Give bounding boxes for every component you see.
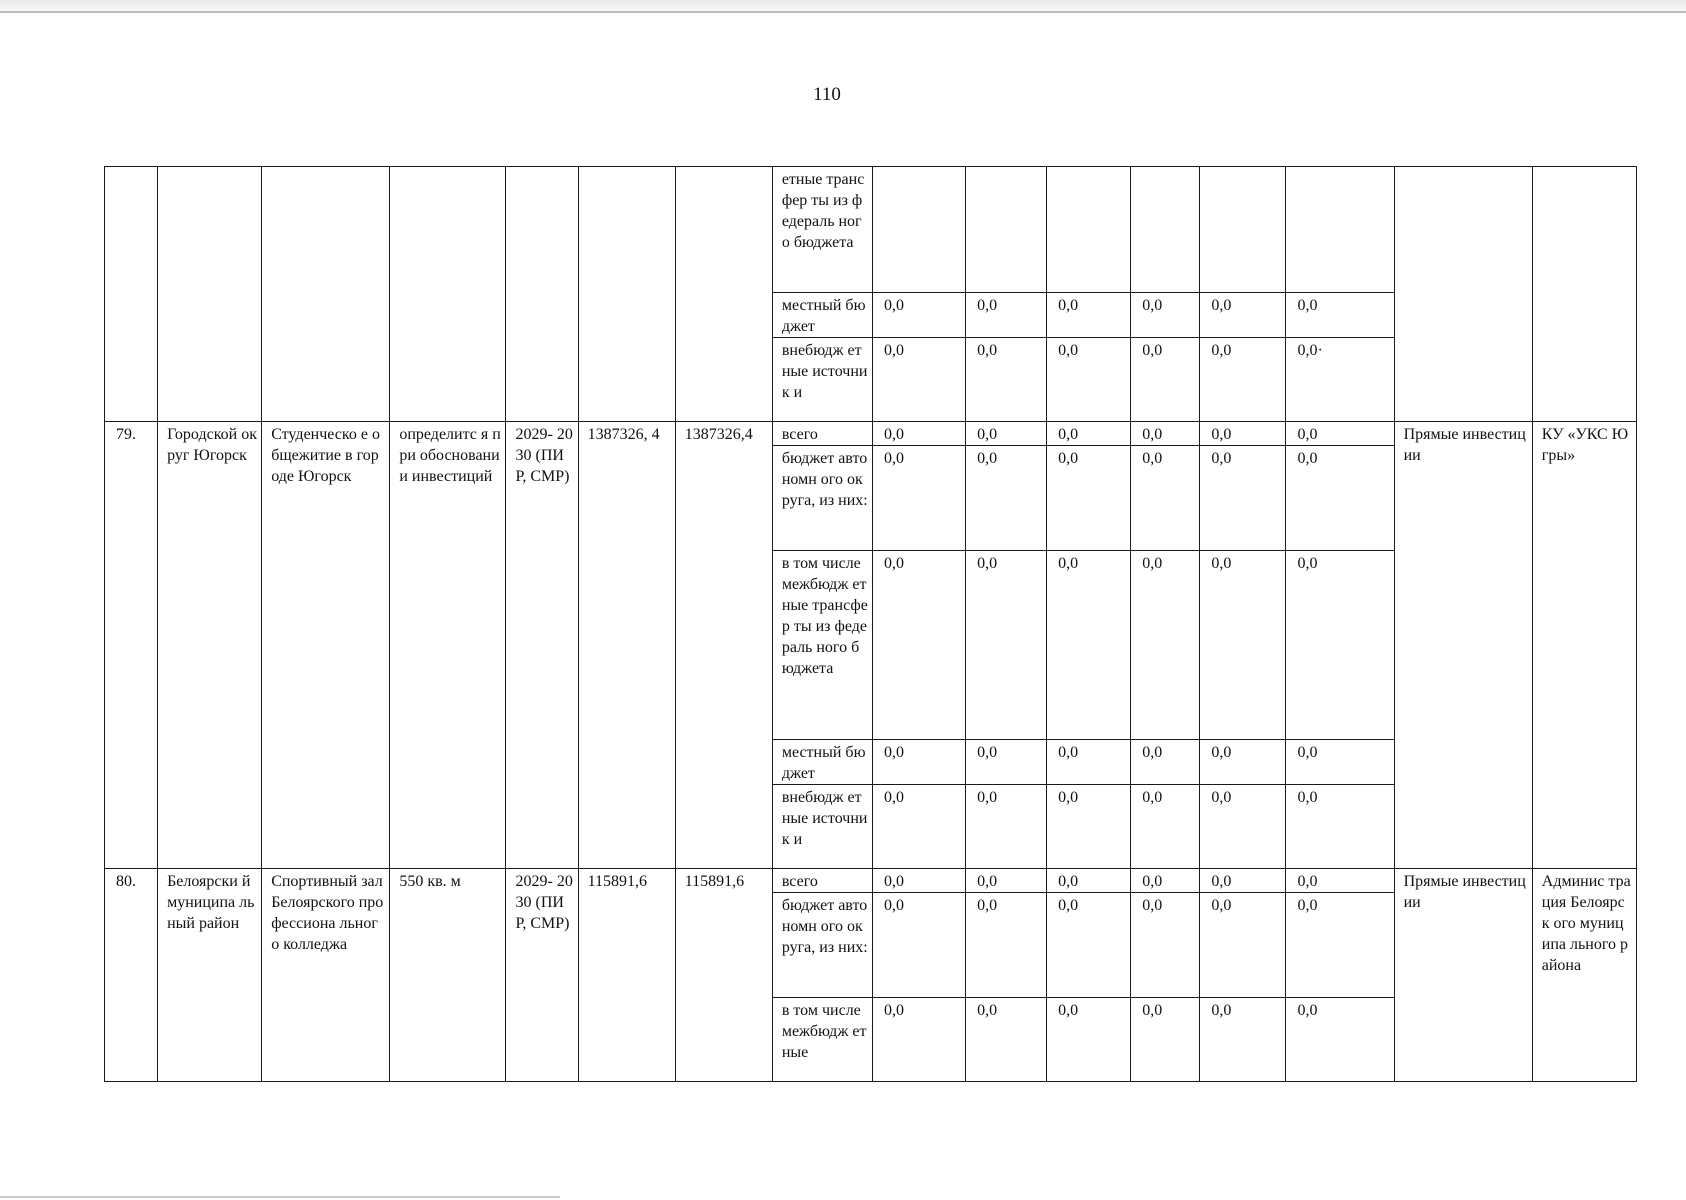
project-1-value-6: 0,0: [1286, 422, 1394, 446]
capacity: 550 кв. м: [390, 869, 506, 1082]
project-1-value-2: 0,0: [966, 551, 1047, 740]
continued-value-5: 0,0: [1200, 293, 1286, 338]
project-2-value-5: 0,0: [1200, 869, 1286, 893]
project-1-value-5: 0,0: [1200, 446, 1286, 551]
continued-empty-cell: [105, 167, 158, 422]
project-1-value-1: 0,0: [872, 551, 965, 740]
period: 2029- 2030 (ПИР, СМР): [506, 422, 578, 869]
estimated-cost: 115891,6: [578, 869, 675, 1082]
project-2-value-5: 0,0: [1200, 893, 1286, 998]
continued-source-label: местный бюджет: [772, 293, 872, 338]
continued-value-4: 0,0: [1131, 293, 1200, 338]
municipality: Городской округ Югорск: [158, 422, 262, 869]
project-1-value-6: 0,0: [1286, 551, 1394, 740]
project-2-value-1: 0,0: [872, 998, 965, 1082]
row-number: 80.: [105, 869, 158, 1082]
project-1-value-3: 0,0: [1047, 446, 1131, 551]
project-row-2-source: [105, 869, 1637, 893]
scan-top-edge: [0, 0, 1686, 16]
project-2-value-3: 0,0: [1047, 869, 1131, 893]
project-2-value-1: 0,0: [872, 893, 965, 998]
project-1-source-label: местный бюджет: [772, 740, 872, 785]
continued-value-3: [1047, 167, 1131, 293]
project-1-value-3: 0,0: [1047, 785, 1131, 869]
project-row-1-source: [105, 422, 1637, 446]
project-2-value-6: 0,0: [1286, 998, 1394, 1082]
project-2-value-6: 0,0: [1286, 869, 1394, 893]
project-1-value-6: 0,0: [1286, 740, 1394, 785]
object-name: Спортивный зал Белоярского профессиона льного колледжа: [262, 869, 390, 1082]
continued-value-5: [1200, 167, 1286, 293]
continued-value-2: 0,0: [966, 338, 1047, 422]
project-1-value-6: 0,0: [1286, 446, 1394, 551]
project-1-source-label: всего: [772, 422, 872, 446]
project-1-value-2: 0,0: [966, 740, 1047, 785]
project-2-source-label: в том числе межбюдж етные: [772, 998, 872, 1082]
project-1-source-label: в том числе межбюдж етные трансфер ты из федераль ного бюджета: [772, 551, 872, 740]
continued-value-2: [966, 167, 1047, 293]
continued-empty-cell: [158, 167, 262, 422]
project-1-value-1: 0,0: [872, 422, 965, 446]
project-1-value-5: 0,0: [1200, 551, 1286, 740]
continued-customer: [1532, 167, 1636, 422]
project-1-value-4: 0,0: [1131, 740, 1200, 785]
project-2-value-2: 0,0: [966, 869, 1047, 893]
continued-empty-cell: [506, 167, 578, 422]
customer: КУ «УКС Югры»: [1532, 422, 1636, 869]
project-1-value-4: 0,0: [1131, 422, 1200, 446]
continued-empty-cell: [390, 167, 506, 422]
remaining-cost: 115891,6: [675, 869, 772, 1082]
project-1-value-5: 0,0: [1200, 422, 1286, 446]
project-1-value-3: 0,0: [1047, 740, 1131, 785]
continued-investment-form: [1394, 167, 1532, 422]
continued-value-4: [1131, 167, 1200, 293]
project-1-value-5: 0,0: [1200, 785, 1286, 869]
investment-form: Прямые инвестиции: [1394, 422, 1532, 869]
project-1-value-1: 0,0: [872, 446, 965, 551]
continued-value-3: 0,0: [1047, 338, 1131, 422]
investment-form: Прямые инвестиции: [1394, 869, 1532, 1082]
page-number: 110: [813, 84, 841, 105]
customer: Админис трация Белоярск ого муниципа льного района: [1532, 869, 1636, 1082]
project-2-source-label: всего: [772, 869, 872, 893]
project-2-value-5: 0,0: [1200, 998, 1286, 1082]
period: 2029- 2030 (ПИР, СМР): [506, 869, 578, 1082]
continued-value-1: 0,0: [872, 293, 965, 338]
project-2-value-6: 0,0: [1286, 893, 1394, 998]
continued-row: [105, 167, 1637, 293]
remaining-cost: 1387326,4: [675, 422, 772, 869]
project-1-value-2: 0,0: [966, 446, 1047, 551]
continued-value-1: 0,0: [872, 338, 965, 422]
project-1-source-label: внебюдж етные источник и: [772, 785, 872, 869]
continued-value-5: 0,0: [1200, 338, 1286, 422]
continued-value-6: 0,0: [1286, 293, 1394, 338]
project-1-value-2: 0,0: [966, 785, 1047, 869]
project-2-value-3: 0,0: [1047, 893, 1131, 998]
project-2-source-label: бюджет автономн ого округа, из них:: [772, 893, 872, 998]
project-1-value-1: 0,0: [872, 785, 965, 869]
scan-bottom-artifact: [0, 1196, 560, 1198]
project-1-source-label: бюджет автономн ого округа, из них:: [772, 446, 872, 551]
continued-source-label: етные трансфер ты из федераль ного бюджета: [772, 167, 872, 293]
project-1-value-3: 0,0: [1047, 551, 1131, 740]
project-2-value-4: 0,0: [1131, 998, 1200, 1082]
continued-value-2: 0,0: [966, 293, 1047, 338]
project-1-value-2: 0,0: [966, 422, 1047, 446]
row-number: 79.: [105, 422, 158, 869]
project-2-value-4: 0,0: [1131, 893, 1200, 998]
project-2-value-1: 0,0: [872, 869, 965, 893]
continued-empty-cell: [262, 167, 390, 422]
estimated-cost: 1387326, 4: [578, 422, 675, 869]
project-1-value-5: 0,0: [1200, 740, 1286, 785]
municipality: Белоярски й муниципа льный район: [158, 869, 262, 1082]
project-1-value-6: 0,0: [1286, 785, 1394, 869]
continued-value-6: 0,0·: [1286, 338, 1394, 422]
continued-empty-cell: [675, 167, 772, 422]
project-1-value-3: 0,0: [1047, 422, 1131, 446]
continued-value-6: [1286, 167, 1394, 293]
investment-table: [104, 166, 1637, 1082]
project-1-value-4: 0,0: [1131, 551, 1200, 740]
project-1-value-1: 0,0: [872, 740, 965, 785]
project-2-value-2: 0,0: [966, 998, 1047, 1082]
scan-artifact-line: [0, 11, 1686, 13]
continued-value-1: [872, 167, 965, 293]
object-name: Студенческо е общежитие в городе Югорск: [262, 422, 390, 869]
project-2-value-4: 0,0: [1131, 869, 1200, 893]
project-1-value-4: 0,0: [1131, 785, 1200, 869]
table-body: [105, 167, 1637, 1082]
continued-value-3: 0,0: [1047, 293, 1131, 338]
project-2-value-2: 0,0: [966, 893, 1047, 998]
continued-value-4: 0,0: [1131, 338, 1200, 422]
continued-empty-cell: [578, 167, 675, 422]
continued-source-label: внебюдж етные источник и: [772, 338, 872, 422]
capacity: определитс я при обосновани и инвестиций: [390, 422, 506, 869]
project-1-value-4: 0,0: [1131, 446, 1200, 551]
project-2-value-3: 0,0: [1047, 998, 1131, 1082]
